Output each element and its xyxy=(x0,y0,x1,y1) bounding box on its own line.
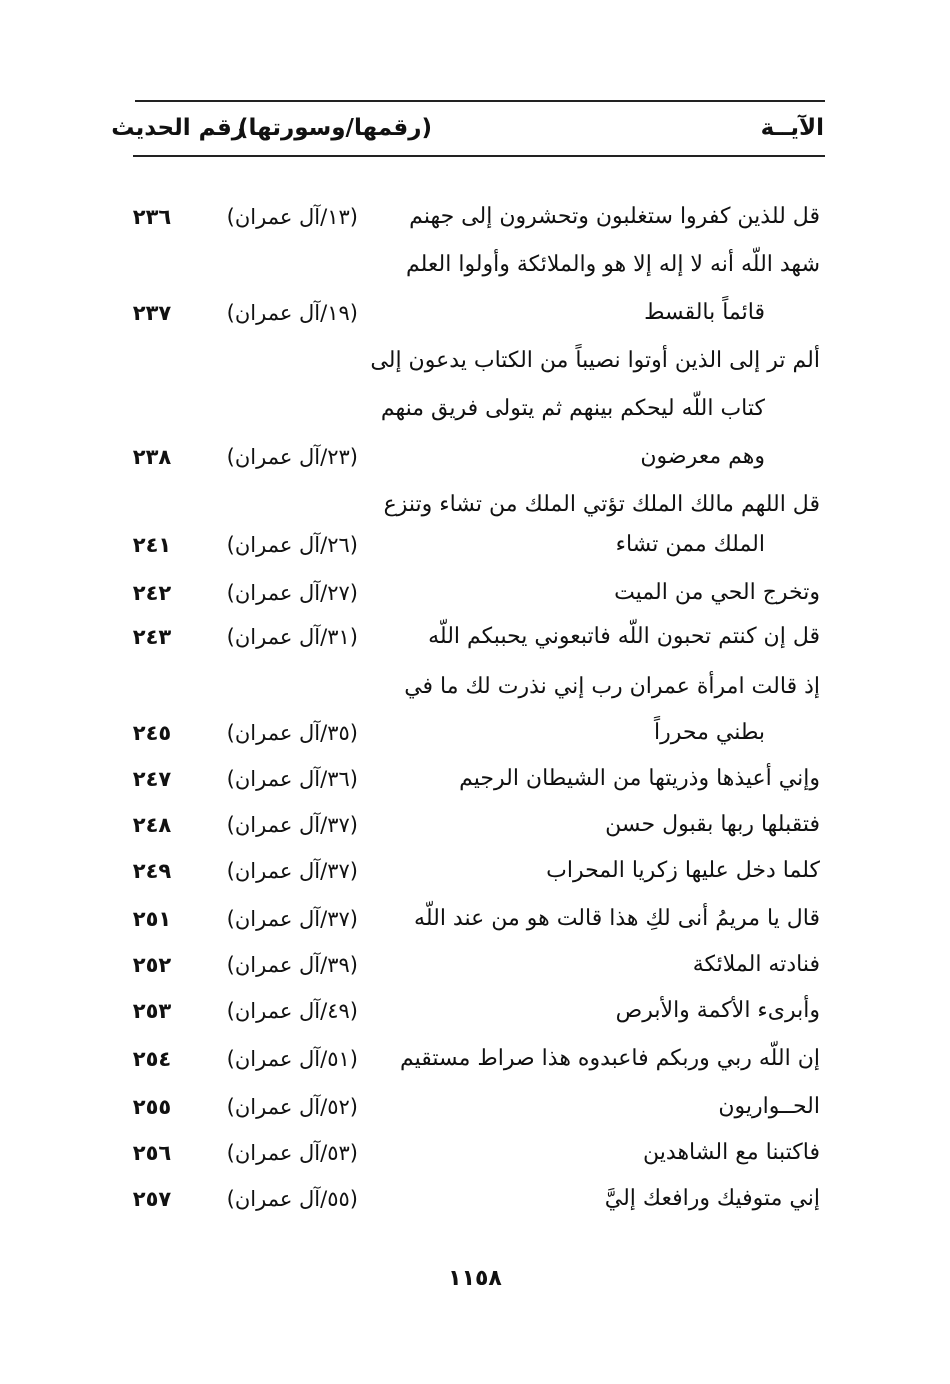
table-row xyxy=(0,434,950,480)
hadith-number: ٢٤٩ xyxy=(132,859,172,883)
table-row xyxy=(0,896,950,942)
table-row xyxy=(0,386,950,432)
surah-reference: (٣٦/آل عمران) xyxy=(226,767,358,791)
surah-reference: (٥١/آل عمران) xyxy=(226,1047,358,1071)
table-row xyxy=(0,1176,950,1222)
surah-reference: (٣٩/آل عمران) xyxy=(226,953,358,977)
table-row xyxy=(0,848,950,894)
hadith-number: ٢٤٨ xyxy=(132,813,172,837)
hadith-number: ٢٤٣ xyxy=(132,625,172,649)
verse-text: وتخرج الحي من الميت xyxy=(614,580,820,605)
hadith-number: ٢٣٦ xyxy=(132,205,172,229)
table-row xyxy=(0,1084,950,1130)
verse-text: قل إن كنتم تحبون اللّه فاتبعوني يحببكم اللّه xyxy=(428,624,820,649)
hadith-number: ٢٣٨ xyxy=(132,445,172,469)
surah-reference: (٣٧/آل عمران) xyxy=(226,907,358,931)
verse-text: إن اللّه ربي وربكم فاعبدوه هذا صراط مستقيم xyxy=(399,1046,820,1071)
page-number: ١١٥٨ xyxy=(448,1266,502,1291)
hadith-number: ٢٥٦ xyxy=(132,1141,172,1165)
hadith-number: ٢٥١ xyxy=(132,907,172,931)
table-row xyxy=(0,338,950,384)
surah-reference: (٥٢/آل عمران) xyxy=(226,1095,358,1119)
hadith-number: ٢٥٧ xyxy=(132,1187,172,1211)
surah-reference: (١٣/آل عمران) xyxy=(226,205,358,229)
verse-text: كلما دخل عليها زكريا المحراب xyxy=(546,858,820,883)
table-row xyxy=(0,1036,950,1082)
table-row xyxy=(0,802,950,848)
table-row xyxy=(0,522,950,568)
column-header-ayah: الآيــة xyxy=(760,115,824,141)
surah-reference: (٢٧/آل عمران) xyxy=(226,581,358,605)
surah-reference: (١٩/آل عمران) xyxy=(226,301,358,325)
hadith-number: ٢٥٥ xyxy=(132,1095,172,1119)
verse-text: الحــواريون xyxy=(718,1094,820,1119)
surah-reference: (٢٦/آل عمران) xyxy=(226,533,358,557)
surah-reference: (٤٩/آل عمران) xyxy=(226,999,358,1023)
hadith-number: ٢٥٤ xyxy=(132,1047,172,1071)
verse-text: قال يا مريمُ أنى لكِ هذا قالت هو من عند اللّه xyxy=(414,906,820,931)
table-row xyxy=(0,756,950,802)
surah-reference: (٥٥/آل عمران) xyxy=(226,1187,358,1211)
header-bottom-rule xyxy=(133,155,825,157)
hadith-number: ٢٤٧ xyxy=(132,767,172,791)
surah-reference: (٣٧/آل عمران) xyxy=(226,813,358,837)
hadith-number: ٢٥٣ xyxy=(132,999,172,1023)
table-row xyxy=(0,194,950,240)
hadith-number: ٢٤٢ xyxy=(132,581,172,605)
table-row xyxy=(0,710,950,756)
surah-reference: (٥٣/آل عمران) xyxy=(226,1141,358,1165)
verse-text: فاكتبنا مع الشاهدين xyxy=(643,1140,820,1165)
verse-text: وإني أعيذها وذريتها من الشيطان الرجيم xyxy=(459,766,820,791)
verse-text: شهد اللّه أنه لا إله إلا هو والملائكة وأولوا العلم xyxy=(405,252,820,277)
column-header-hadith-number: رقم الحديث xyxy=(111,115,245,141)
table-row xyxy=(0,242,950,288)
verse-text: وأبرىء الأكمة والأبرص xyxy=(615,998,820,1023)
verse-text: قل اللهم مالك الملك تؤتي الملك من تشاء وتنزع xyxy=(383,492,820,517)
verse-text: قائماً بالقسط xyxy=(644,300,765,325)
verse-text: وهم معرضون xyxy=(640,444,765,469)
verse-text: بطني محرراً xyxy=(654,720,765,745)
verse-text: إذ قالت امرأة عمران رب إني نذرت لك ما في xyxy=(404,674,820,699)
hadith-number: ٢٤٥ xyxy=(132,721,172,745)
surah-reference: (٣٥/آل عمران) xyxy=(226,721,358,745)
hadith-number: ٢٤١ xyxy=(132,533,172,557)
surah-reference: (٢٣/آل عمران) xyxy=(226,445,358,469)
verse-text: قل للذين كفروا ستغلبون وتحشرون إلى جهنم xyxy=(409,204,820,229)
header-top-rule xyxy=(135,100,825,102)
verse-text: ألم تر إلى الذين أوتوا نصيباً من الكتاب يدعون إلى xyxy=(370,348,820,373)
verse-text: كتاب اللّه ليحكم بينهم ثم يتولى فريق منهم xyxy=(380,396,765,421)
verse-text: فتقبلها ربها بقبول حسن xyxy=(605,812,820,837)
verse-text: الملك ممن تشاء xyxy=(615,532,765,557)
hadith-number: ٢٣٧ xyxy=(132,301,172,325)
table-row xyxy=(0,664,950,710)
table-row xyxy=(0,290,950,336)
surah-reference: (٣١/آل عمران) xyxy=(226,625,358,649)
table-row xyxy=(0,1130,950,1176)
table-row xyxy=(0,614,950,660)
hadith-number: ٢٥٢ xyxy=(132,953,172,977)
column-header-reference: (رقمها/وسورتها) xyxy=(238,115,432,141)
table-row xyxy=(0,942,950,988)
verse-text: إني متوفيك ورافعك إليَّ xyxy=(604,1186,820,1211)
verse-text: فنادته الملائكة xyxy=(692,952,820,977)
table-row xyxy=(0,988,950,1034)
surah-reference: (٣٧/آل عمران) xyxy=(226,859,358,883)
table-row xyxy=(0,570,950,616)
